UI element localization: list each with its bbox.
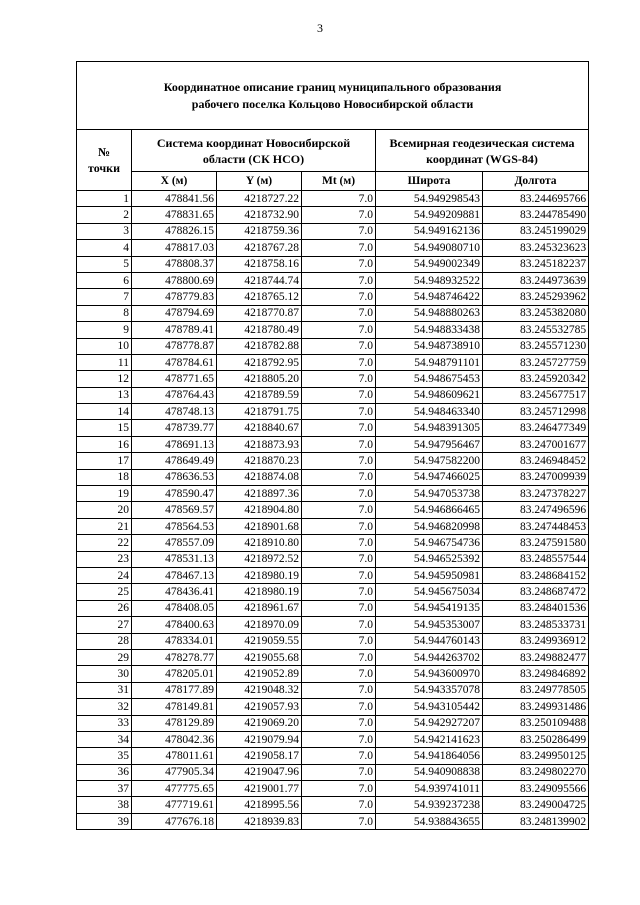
mt-cell: 7.0 (302, 502, 376, 518)
mt-cell: 7.0 (302, 354, 376, 370)
point-number-cell: 35 (77, 748, 132, 764)
latitude-cell: 54.946820998 (376, 518, 483, 534)
x-cell: 478408.05 (132, 600, 217, 616)
table-row (77, 354, 589, 370)
table-body (77, 191, 589, 830)
point-number-cell: 4 (77, 240, 132, 256)
longitude-cell: 83.248533731 (483, 617, 589, 633)
table-title-line-2: рабочего поселка Кольцово Новосибирской области (191, 96, 474, 111)
longitude-cell: 83.247378227 (483, 486, 589, 502)
point-number-cell: 14 (77, 404, 132, 420)
y-cell: 4218791.75 (217, 404, 302, 420)
latitude-cell: 54.942141623 (376, 731, 483, 747)
x-cell: 478278.77 (132, 649, 217, 665)
mt-cell: 7.0 (302, 387, 376, 403)
mt-cell: 7.0 (302, 567, 376, 583)
longitude-cell: 83.245382080 (483, 305, 589, 321)
point-number-cell: 32 (77, 699, 132, 715)
point-number-cell: 13 (77, 387, 132, 403)
table-row (77, 748, 589, 764)
latitude-cell: 54.946866465 (376, 502, 483, 518)
x-cell: 478771.65 (132, 371, 217, 387)
world-system-header (376, 130, 589, 172)
local-system-header-line-2: области (СК НСО) (202, 151, 305, 166)
latitude-cell: 54.948463340 (376, 404, 483, 420)
longitude-cell: 83.249846892 (483, 666, 589, 682)
table-row (77, 387, 589, 403)
longitude-cell: 83.246948452 (483, 453, 589, 469)
table-row (77, 764, 589, 780)
mt-cell: 7.0 (302, 404, 376, 420)
table-row (77, 715, 589, 731)
mt-cell: 7.0 (302, 191, 376, 207)
latitude-cell: 54.948675453 (376, 371, 483, 387)
longitude-cell: 83.247009939 (483, 469, 589, 485)
x-cell: 478691.13 (132, 436, 217, 452)
x-cell: 478590.47 (132, 486, 217, 502)
mt-cell: 7.0 (302, 338, 376, 354)
table-row (77, 502, 589, 518)
longitude-cell: 83.248684152 (483, 567, 589, 583)
latitude-cell: 54.949209881 (376, 207, 483, 223)
point-number-cell: 10 (77, 338, 132, 354)
point-number-cell: 5 (77, 256, 132, 272)
latitude-cell: 54.946525392 (376, 551, 483, 567)
mt-cell: 7.0 (302, 715, 376, 731)
table-row (77, 486, 589, 502)
x-cell: 478817.03 (132, 240, 217, 256)
mt-cell: 7.0 (302, 518, 376, 534)
x-cell: 478831.65 (132, 207, 217, 223)
point-number-cell: 21 (77, 518, 132, 534)
latitude-cell: 54.945950981 (376, 567, 483, 583)
point-number-cell: 17 (77, 453, 132, 469)
x-cell: 477775.65 (132, 781, 217, 797)
latitude-cell: 54.948746422 (376, 289, 483, 305)
latitude-cell: 54.945419135 (376, 600, 483, 616)
x-cell: 478784.61 (132, 354, 217, 370)
y-cell: 4218939.83 (217, 813, 302, 829)
latitude-cell: 54.938843655 (376, 813, 483, 829)
y-cell: 4218789.59 (217, 387, 302, 403)
mt-cell: 7.0 (302, 666, 376, 682)
point-number-cell: 2 (77, 207, 132, 223)
latitude-cell: 54.943357078 (376, 682, 483, 698)
table-row (77, 535, 589, 551)
latitude-cell: 54.944760143 (376, 633, 483, 649)
y-cell: 4219055.68 (217, 649, 302, 665)
longitude-cell: 83.245571230 (483, 338, 589, 354)
point-number-cell: 25 (77, 584, 132, 600)
x-cell: 478436.41 (132, 584, 217, 600)
longitude-cell: 83.245532785 (483, 322, 589, 338)
longitude-cell: 83.248557544 (483, 551, 589, 567)
x-cell: 477676.18 (132, 813, 217, 829)
mt-cell: 7.0 (302, 420, 376, 436)
longitude-cell: 83.249936912 (483, 633, 589, 649)
y-cell: 4219057.93 (217, 699, 302, 715)
y-cell: 4218972.52 (217, 551, 302, 567)
x-cell: 478789.41 (132, 322, 217, 338)
y-cell: 4218767.28 (217, 240, 302, 256)
longitude-cell: 83.250286499 (483, 731, 589, 747)
point-number-header-label: точки (87, 161, 121, 175)
latitude-cell: 54.944263702 (376, 649, 483, 665)
mt-header: Mt (м) (302, 172, 376, 191)
x-cell: 478557.09 (132, 535, 217, 551)
table-row (77, 191, 589, 207)
latitude-cell: 54.946754736 (376, 535, 483, 551)
table-row (77, 453, 589, 469)
latitude-cell: 54.947053738 (376, 486, 483, 502)
longitude-cell: 83.245712998 (483, 404, 589, 420)
y-cell: 4218759.36 (217, 223, 302, 239)
point-number-cell: 12 (77, 371, 132, 387)
world-system-header-line-2: координат (WGS-84) (426, 151, 538, 166)
latitude-cell: 54.945353007 (376, 617, 483, 633)
point-number-cell: 31 (77, 682, 132, 698)
latitude-cell: 54.948391305 (376, 420, 483, 436)
mt-cell: 7.0 (302, 371, 376, 387)
y-cell: 4218980.19 (217, 567, 302, 583)
latitude-cell: 54.947582200 (376, 453, 483, 469)
longitude-cell: 83.248687472 (483, 584, 589, 600)
y-cell: 4218727.22 (217, 191, 302, 207)
point-number-cell: 6 (77, 272, 132, 288)
latitude-cell: 54.939741011 (376, 781, 483, 797)
y-cell: 4218792.95 (217, 354, 302, 370)
x-cell: 478779.83 (132, 289, 217, 305)
table-row (77, 781, 589, 797)
longitude-cell: 83.247496596 (483, 502, 589, 518)
mt-cell: 7.0 (302, 436, 376, 452)
table-row (77, 797, 589, 813)
longitude-cell: 83.245920342 (483, 371, 589, 387)
longitude-cell: 83.245323623 (483, 240, 589, 256)
point-number-header (77, 130, 132, 191)
point-number-cell: 1 (77, 191, 132, 207)
table-row (77, 469, 589, 485)
x-cell: 478334.01 (132, 633, 217, 649)
latitude-cell: 54.947956467 (376, 436, 483, 452)
point-number-cell: 23 (77, 551, 132, 567)
y-cell: 4218980.19 (217, 584, 302, 600)
x-cell: 478800.69 (132, 272, 217, 288)
point-number-cell: 7 (77, 289, 132, 305)
latitude-cell: 54.948833438 (376, 322, 483, 338)
x-cell: 478467.13 (132, 567, 217, 583)
x-cell: 478841.56 (132, 191, 217, 207)
point-number-cell: 9 (77, 322, 132, 338)
table-row (77, 272, 589, 288)
latitude-cell: 54.948932522 (376, 272, 483, 288)
local-system-header (132, 130, 376, 172)
table-row (77, 649, 589, 665)
y-cell: 4219059.55 (217, 633, 302, 649)
point-number-cell: 30 (77, 666, 132, 682)
y-cell: 4218873.93 (217, 436, 302, 452)
y-cell: 4218901.68 (217, 518, 302, 534)
latitude-cell: 54.942927207 (376, 715, 483, 731)
table-title-row (77, 62, 589, 130)
table-row (77, 256, 589, 272)
mt-cell: 7.0 (302, 633, 376, 649)
point-number-cell: 8 (77, 305, 132, 321)
y-cell: 4218765.12 (217, 289, 302, 305)
table-row (77, 223, 589, 239)
x-cell: 478042.36 (132, 731, 217, 747)
table-row (77, 289, 589, 305)
table-row (77, 600, 589, 616)
longitude-cell: 83.249882477 (483, 649, 589, 665)
header-row-columns (77, 172, 589, 191)
longitude-cell: 83.245199029 (483, 223, 589, 239)
point-number-cell: 26 (77, 600, 132, 616)
table-row (77, 207, 589, 223)
table-row (77, 371, 589, 387)
table-row (77, 731, 589, 747)
point-number-cell: 16 (77, 436, 132, 452)
mt-cell: 7.0 (302, 272, 376, 288)
table-row (77, 322, 589, 338)
y-cell: 4218840.67 (217, 420, 302, 436)
table-row (77, 420, 589, 436)
table-row (77, 813, 589, 829)
point-number-cell: 24 (77, 567, 132, 583)
x-cell: 478011.61 (132, 748, 217, 764)
longitude-cell: 83.250109488 (483, 715, 589, 731)
coordinate-table (76, 61, 589, 830)
table-row (77, 305, 589, 321)
table-row (77, 682, 589, 698)
longitude-cell: 83.244973639 (483, 272, 589, 288)
mt-cell: 7.0 (302, 699, 376, 715)
longitude-cell: 83.244695766 (483, 191, 589, 207)
y-cell: 4218744.74 (217, 272, 302, 288)
table-row (77, 436, 589, 452)
mt-cell: 7.0 (302, 797, 376, 813)
x-cell: 478778.87 (132, 338, 217, 354)
point-number-cell: 11 (77, 354, 132, 370)
point-number-cell: 38 (77, 797, 132, 813)
longitude-cell: 83.244785490 (483, 207, 589, 223)
world-system-header-line-1: Всемирная геодезическая система (389, 135, 575, 150)
table-row (77, 240, 589, 256)
mt-cell: 7.0 (302, 682, 376, 698)
mt-cell: 7.0 (302, 256, 376, 272)
x-cell: 478569.57 (132, 502, 217, 518)
y-cell: 4219058.17 (217, 748, 302, 764)
x-cell: 478808.37 (132, 256, 217, 272)
page-number: 3 (317, 21, 323, 35)
longitude-cell: 83.247001677 (483, 436, 589, 452)
table-row (77, 666, 589, 682)
point-number-header-symbol: № (97, 145, 111, 159)
longitude-cell: 83.245677517 (483, 387, 589, 403)
point-number-cell: 37 (77, 781, 132, 797)
mt-cell: 7.0 (302, 240, 376, 256)
longitude-cell: 83.249778505 (483, 682, 589, 698)
x-cell: 478649.49 (132, 453, 217, 469)
mt-cell: 7.0 (302, 453, 376, 469)
latitude-cell: 54.948738910 (376, 338, 483, 354)
longitude-cell: 83.247591580 (483, 535, 589, 551)
x-cell: 478636.53 (132, 469, 217, 485)
table-row (77, 617, 589, 633)
y-cell: 4219048.32 (217, 682, 302, 698)
point-number-cell: 29 (77, 649, 132, 665)
latitude-cell: 54.943600970 (376, 666, 483, 682)
latitude-cell: 54.948791101 (376, 354, 483, 370)
table-row (77, 567, 589, 583)
longitude-cell: 83.245182237 (483, 256, 589, 272)
latitude-cell: 54.940908838 (376, 764, 483, 780)
table-title-line-1: Координатное описание границ муниципального образования (163, 79, 502, 94)
mt-cell: 7.0 (302, 322, 376, 338)
mt-cell: 7.0 (302, 551, 376, 567)
longitude-cell: 83.248139902 (483, 813, 589, 829)
x-cell: 477905.34 (132, 764, 217, 780)
point-number-cell: 20 (77, 502, 132, 518)
longitude-cell: 83.249004725 (483, 797, 589, 813)
latitude-cell: 54.945675034 (376, 584, 483, 600)
y-cell: 4219047.96 (217, 764, 302, 780)
longitude-header: Долгота (483, 172, 589, 191)
x-cell: 478205.01 (132, 666, 217, 682)
table-title (77, 62, 589, 130)
mt-cell: 7.0 (302, 535, 376, 551)
y-cell: 4218874.08 (217, 469, 302, 485)
x-cell: 478531.13 (132, 551, 217, 567)
y-cell: 4218910.80 (217, 535, 302, 551)
y-cell: 4218961.67 (217, 600, 302, 616)
latitude-cell: 54.947466025 (376, 469, 483, 485)
mt-cell: 7.0 (302, 600, 376, 616)
mt-cell: 7.0 (302, 469, 376, 485)
latitude-cell: 54.948609621 (376, 387, 483, 403)
x-cell: 478748.13 (132, 404, 217, 420)
table-row (77, 699, 589, 715)
point-number-cell: 34 (77, 731, 132, 747)
table-row (77, 633, 589, 649)
longitude-cell: 83.249095566 (483, 781, 589, 797)
x-cell: 478129.89 (132, 715, 217, 731)
point-number-cell: 39 (77, 813, 132, 829)
y-cell: 4218970.09 (217, 617, 302, 633)
point-number-cell: 19 (77, 486, 132, 502)
mt-cell: 7.0 (302, 617, 376, 633)
latitude-cell: 54.949002349 (376, 256, 483, 272)
y-cell: 4218780.49 (217, 322, 302, 338)
mt-cell: 7.0 (302, 486, 376, 502)
longitude-cell: 83.249950125 (483, 748, 589, 764)
x-cell: 478739.77 (132, 420, 217, 436)
longitude-cell: 83.245293962 (483, 289, 589, 305)
latitude-cell: 54.949298543 (376, 191, 483, 207)
latitude-header: Широта (376, 172, 483, 191)
longitude-cell: 83.245727759 (483, 354, 589, 370)
x-cell: 477719.61 (132, 797, 217, 813)
point-number-cell: 28 (77, 633, 132, 649)
y-cell: 4218897.36 (217, 486, 302, 502)
mt-cell: 7.0 (302, 764, 376, 780)
x-cell: 478764.43 (132, 387, 217, 403)
mt-cell: 7.0 (302, 813, 376, 829)
mt-cell: 7.0 (302, 748, 376, 764)
y-cell: 4218805.20 (217, 371, 302, 387)
point-number-cell: 18 (77, 469, 132, 485)
mt-cell: 7.0 (302, 305, 376, 321)
table-row (77, 551, 589, 567)
y-cell: 4219001.77 (217, 781, 302, 797)
y-cell: 4219069.20 (217, 715, 302, 731)
header-row-groups (77, 130, 589, 172)
x-header: X (м) (132, 172, 217, 191)
latitude-cell: 54.939237238 (376, 797, 483, 813)
mt-cell: 7.0 (302, 649, 376, 665)
table-row (77, 338, 589, 354)
longitude-cell: 83.247448453 (483, 518, 589, 534)
point-number-cell: 36 (77, 764, 132, 780)
x-cell: 478177.89 (132, 682, 217, 698)
point-number-cell: 15 (77, 420, 132, 436)
x-cell: 478794.69 (132, 305, 217, 321)
mt-cell: 7.0 (302, 289, 376, 305)
y-cell: 4218904.80 (217, 502, 302, 518)
point-number-cell: 27 (77, 617, 132, 633)
x-cell: 478826.15 (132, 223, 217, 239)
x-cell: 478564.53 (132, 518, 217, 534)
mt-cell: 7.0 (302, 207, 376, 223)
y-header: Y (м) (217, 172, 302, 191)
point-number-cell: 22 (77, 535, 132, 551)
latitude-cell: 54.949162136 (376, 223, 483, 239)
latitude-cell: 54.948880263 (376, 305, 483, 321)
y-cell: 4219052.89 (217, 666, 302, 682)
x-cell: 478400.63 (132, 617, 217, 633)
latitude-cell: 54.943105442 (376, 699, 483, 715)
y-cell: 4219079.94 (217, 731, 302, 747)
table-row (77, 518, 589, 534)
y-cell: 4218732.90 (217, 207, 302, 223)
longitude-cell: 83.249802270 (483, 764, 589, 780)
longitude-cell: 83.248401536 (483, 600, 589, 616)
longitude-cell: 83.246477349 (483, 420, 589, 436)
x-cell: 478149.81 (132, 699, 217, 715)
y-cell: 4218995.56 (217, 797, 302, 813)
mt-cell: 7.0 (302, 223, 376, 239)
y-cell: 4218770.87 (217, 305, 302, 321)
y-cell: 4218782.88 (217, 338, 302, 354)
latitude-cell: 54.941864056 (376, 748, 483, 764)
latitude-cell: 54.949080710 (376, 240, 483, 256)
y-cell: 4218758.16 (217, 256, 302, 272)
table-row (77, 584, 589, 600)
table-row (77, 404, 589, 420)
mt-cell: 7.0 (302, 584, 376, 600)
longitude-cell: 83.249931486 (483, 699, 589, 715)
y-cell: 4218870.23 (217, 453, 302, 469)
local-system-header-line-1: Система координат Новосибирской (156, 135, 351, 150)
point-number-cell: 3 (77, 223, 132, 239)
mt-cell: 7.0 (302, 781, 376, 797)
mt-cell: 7.0 (302, 731, 376, 747)
point-number-cell: 33 (77, 715, 132, 731)
